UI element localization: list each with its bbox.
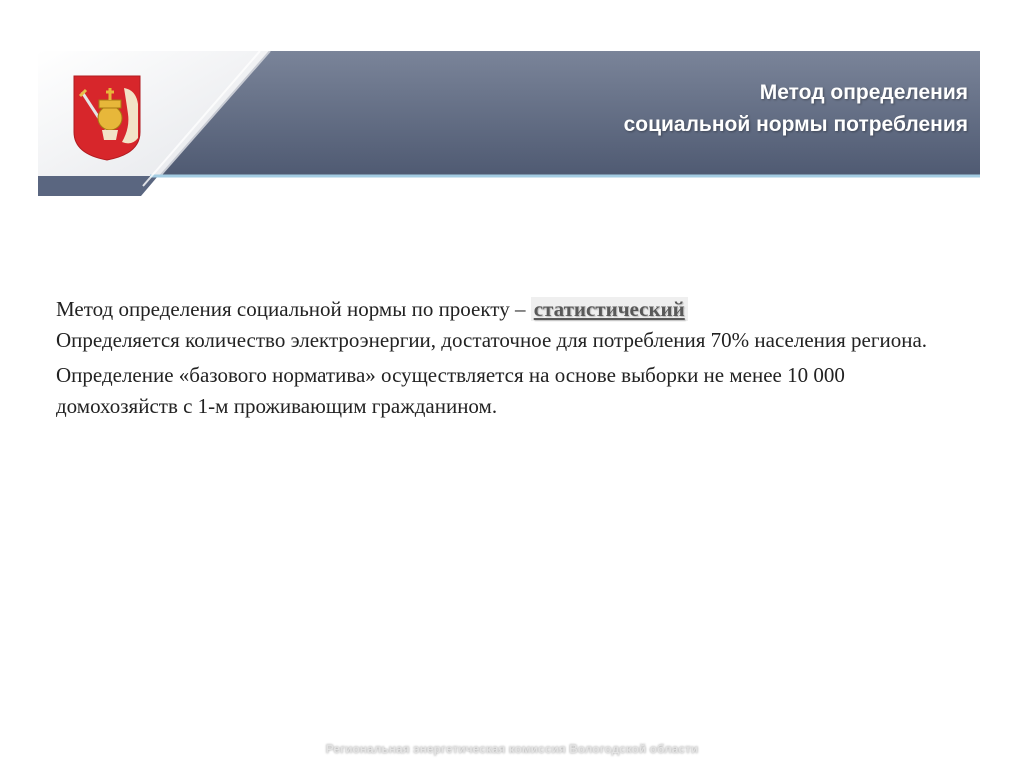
paragraph-2: Определение «базового норматива» осуществляется на основе выборки не менее 10 000 домохозяйств с 1-м проживающим гражданином.: [56, 363, 845, 418]
title-line-2: социальной нормы потребления: [623, 113, 968, 136]
method-highlight: статистический: [531, 297, 688, 321]
definition-text: Определяется количество электроэнергии, достаточное для потребления 70% населения региона.: [56, 328, 928, 352]
footer-text: Региональная энергетическая комиссия Вологодской области: [325, 742, 699, 756]
slide-body: [56, 294, 956, 422]
paragraph-1: [56, 294, 956, 356]
method-text: Метод определения социальной нормы по проекту –: [56, 297, 531, 321]
title-line-1: Метод определения: [759, 81, 968, 104]
header-banner: [38, 51, 980, 196]
page-title: [624, 77, 968, 141]
